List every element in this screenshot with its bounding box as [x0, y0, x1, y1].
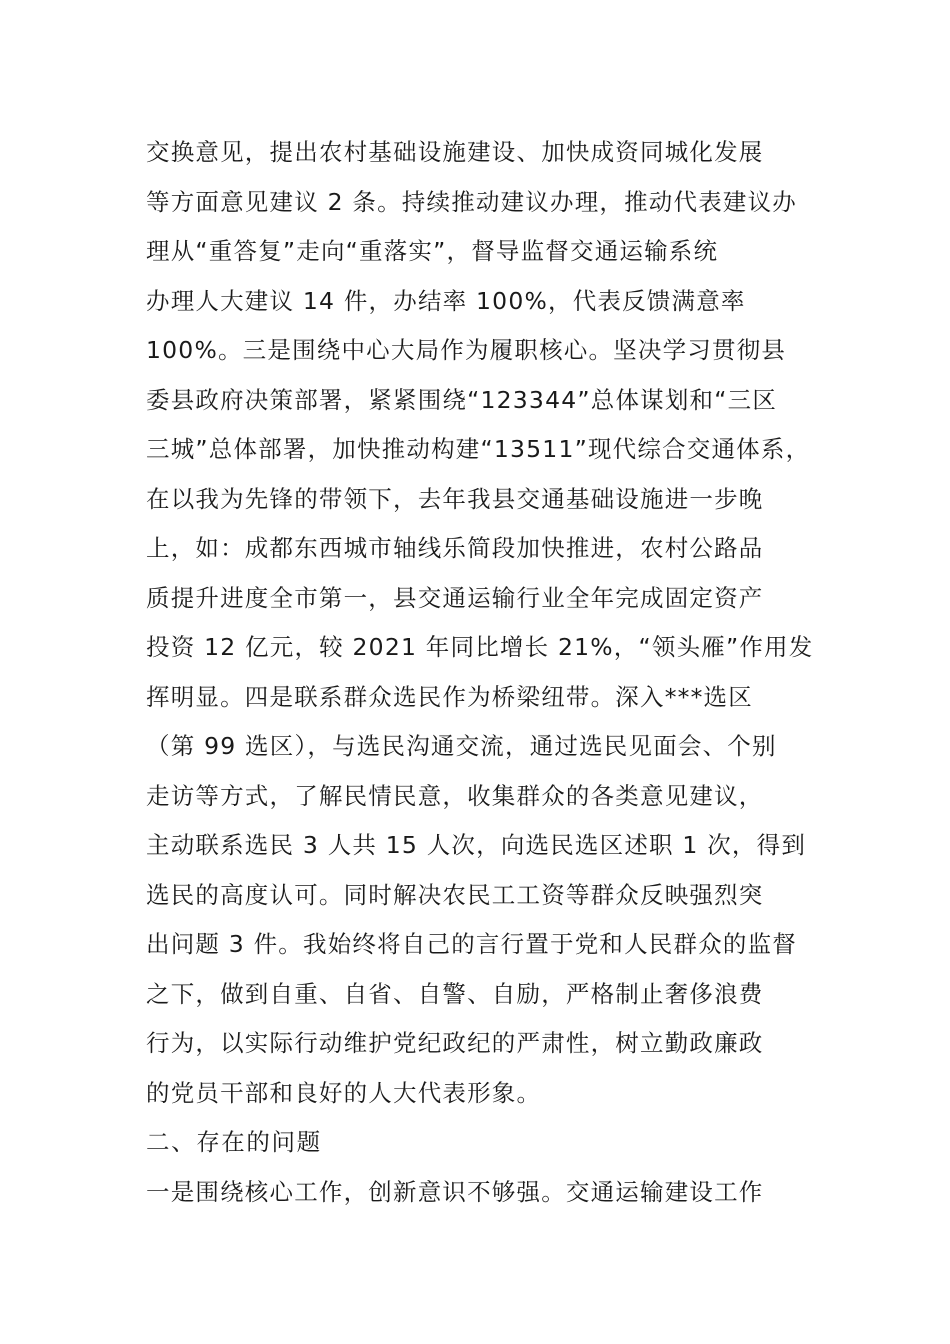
body-line: 选民的高度认可。同时解决农民工工资等群众反映强烈突	[146, 880, 764, 909]
section-heading: 二、存在的问题	[146, 1128, 322, 1156]
body-line: （第 99 选区），与选民沟通交流，通过选民见面会、个别	[146, 732, 777, 760]
body-line: 在以我为先锋的带领下，去年我县交通基础设施进一步晚	[146, 484, 764, 513]
body-line: 委县政府决策部署，紧紧围绕“123344”总体谋划和“三区	[146, 385, 778, 414]
document-body	[146, 128, 826, 1217]
body-line: 投资 12 亿元，较 2021 年同比增长 21%，“领头雁”作用发	[146, 633, 814, 661]
body-line: 走访等方式，了解民情民意，收集群众的各类意见建议，	[146, 781, 764, 810]
body-line: 上，如：成都东西城市轴线乐简段加快推进，农村公路品	[146, 534, 764, 562]
body-line: 一是围绕核心工作，创新意识不够强。交通运输建设工作	[146, 1177, 764, 1206]
body-line: 三城”总体部署，加快推动构建“13511”现代综合交通体系，	[146, 435, 811, 463]
body-line: 等方面意见建议 2 条。持续推动建议办理，推动代表建议办	[146, 187, 797, 216]
body-line: 办理人大建议 14 件，办结率 100%，代表反馈满意率	[146, 286, 746, 315]
body-line: 主动联系选民 3 人共 15 人次，向选民选区述职 1 次，得到	[146, 831, 807, 859]
body-line: 出问题 3 件。我始终将自己的言行置于党和人民群众的监督	[146, 930, 797, 958]
body-line: 的党员干部和良好的人大代表形象。	[146, 1078, 542, 1107]
body-line: 100%。三是围绕中心大局作为履职核心。坚决学习贯彻县	[146, 336, 787, 364]
body-line: 之下，做到自重、自省、自警、自励，严格制止奢侈浪费	[146, 979, 764, 1008]
body-line: 行为，以实际行动维护党纪政纪的严肃性，树立勤政廉政	[146, 1029, 764, 1057]
body-line: 理从“重答复”走向“重落实”，督导监督交通运输系统	[146, 237, 719, 265]
body-line: 交换意见，提出农村基础设施建设、加快成资同城化发展	[146, 138, 764, 166]
body-line: 挥明显。四是联系群众选民作为桥梁纽带。深入***选区	[146, 682, 753, 711]
body-line: 质提升进度全市第一，县交通运输行业全年完成固定资产	[146, 583, 764, 612]
